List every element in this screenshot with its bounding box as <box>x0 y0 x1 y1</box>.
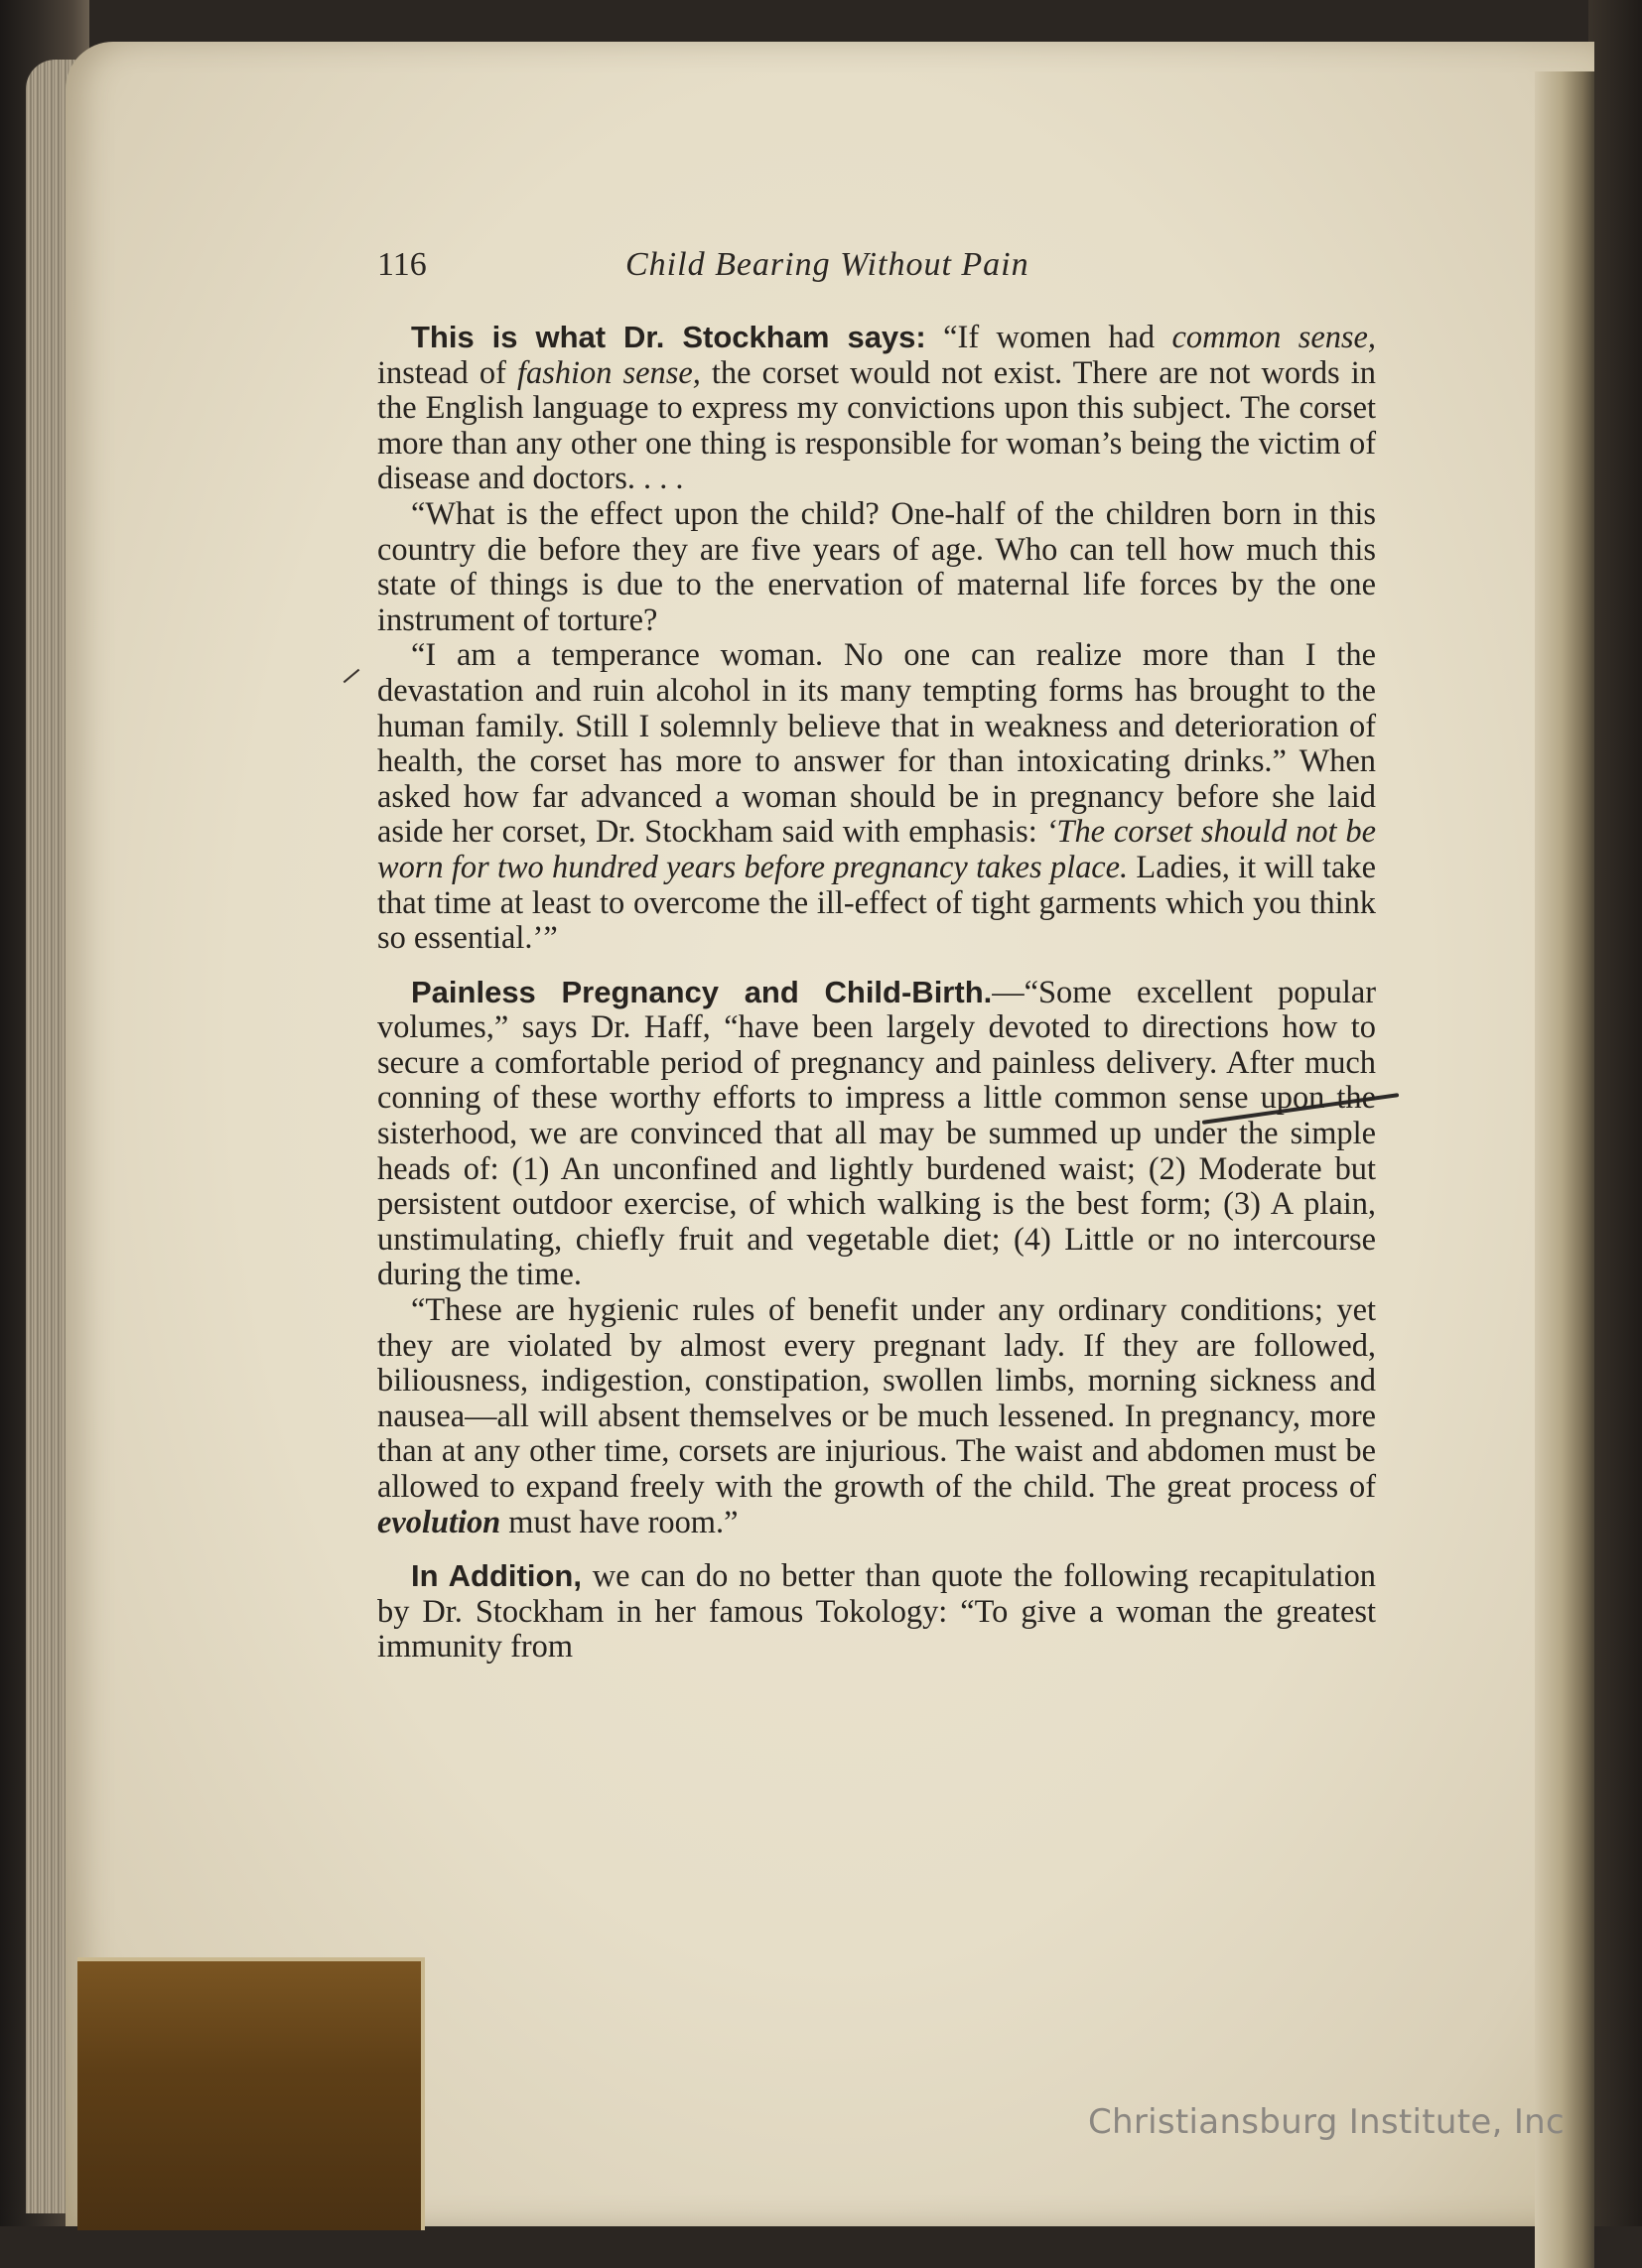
paragraph-lead: This is what Dr. Stockham says: <box>411 320 926 354</box>
page-gutter <box>1535 71 1594 2268</box>
paragraph-painless-pregnancy: Painless Pregnancy and Child-Birth.—“Some excellent popular volumes,” says Dr. Haff, “have been largely devoted to directions how to secure a comfortable period of pregnancy and painless delivery. After much conning of these worthy efforts to impress a little common sense upon the sisterhood, we are convinced that all may be summed up under the simple heads of: (1) An unconfined and lightly burdened waist; (2) Moderate but persistent outdoor exercise, of which walking is the best form; (3) A plain, unstimulating, chiefly fruit and vegetable diet; (4) Little or no intercourse during the time. <box>377 974 1376 1293</box>
page-number: 116 <box>377 246 427 283</box>
running-title: Child Bearing Without Pain <box>625 246 1029 283</box>
book-binding-right <box>1588 0 1642 2226</box>
bookmark-ribbon <box>77 1957 425 2230</box>
section-heading: Painless Pregnancy and Child-Birth. <box>411 974 993 1009</box>
paragraph-stockham-quote: This is what Dr. Stockham says: “If women had common sense, instead of fashion sense, the corset would not exist. There are not words in the English language to express my convictions upon this subject. The corset more than any other one thing is responsible for woman’s being the victim of disease and doctors. . . . <box>377 320 1376 497</box>
body-text <box>377 320 1376 1666</box>
page-header <box>377 246 1380 296</box>
paragraph-hygienic-rules: “These are hygienic rules of benefit under any ordinary conditions; yet they are violated by almost every pregnant lady. If they are followed, biliousness, indigestion, constipation, swollen limbs, morning sickness and nausea—all will absent themselves or be much lessened. In pregnancy, more than at any other time, corsets are injurious. The waist and abdomen must be allowed to expand freely with the growth of the child. The great process of evolution must have room.” <box>377 1292 1376 1540</box>
paragraph-temperance: “I am a temperance woman. No one can realize more than I the devastation and ruin alcohol in its many tempting forms has brought to the human family. Still I solemnly believe that in weakness and deterioration of health, the corset has more to answer for than intoxicating drinks.” When asked how far advanced a woman should be in pregnancy before she laid aside her corset, Dr. Stockham said with emphasis: ‘The corset should not be worn for two hundred years before pregnancy takes place. Ladies, it will take that time at least to overcome the ill-effect of tight garments which you think so essential.’” <box>377 637 1376 957</box>
paragraph-effect-on-child: “What is the effect upon the child? One-half of the children born in this country die before they are five years of age. Who can tell how much this state of things is due to the enervation of maternal life forces by the one instrument of torture? <box>377 495 1376 638</box>
watermark: Christiansburg Institute, Inc <box>1088 2102 1565 2142</box>
paragraph-in-addition: In Addition, we can do no better than quote the following recapitulation by Dr. Stockham in her famous Tokology: “To give a woman the greatest immunity from <box>377 1558 1376 1666</box>
section-heading: In Addition, <box>411 1558 582 1594</box>
